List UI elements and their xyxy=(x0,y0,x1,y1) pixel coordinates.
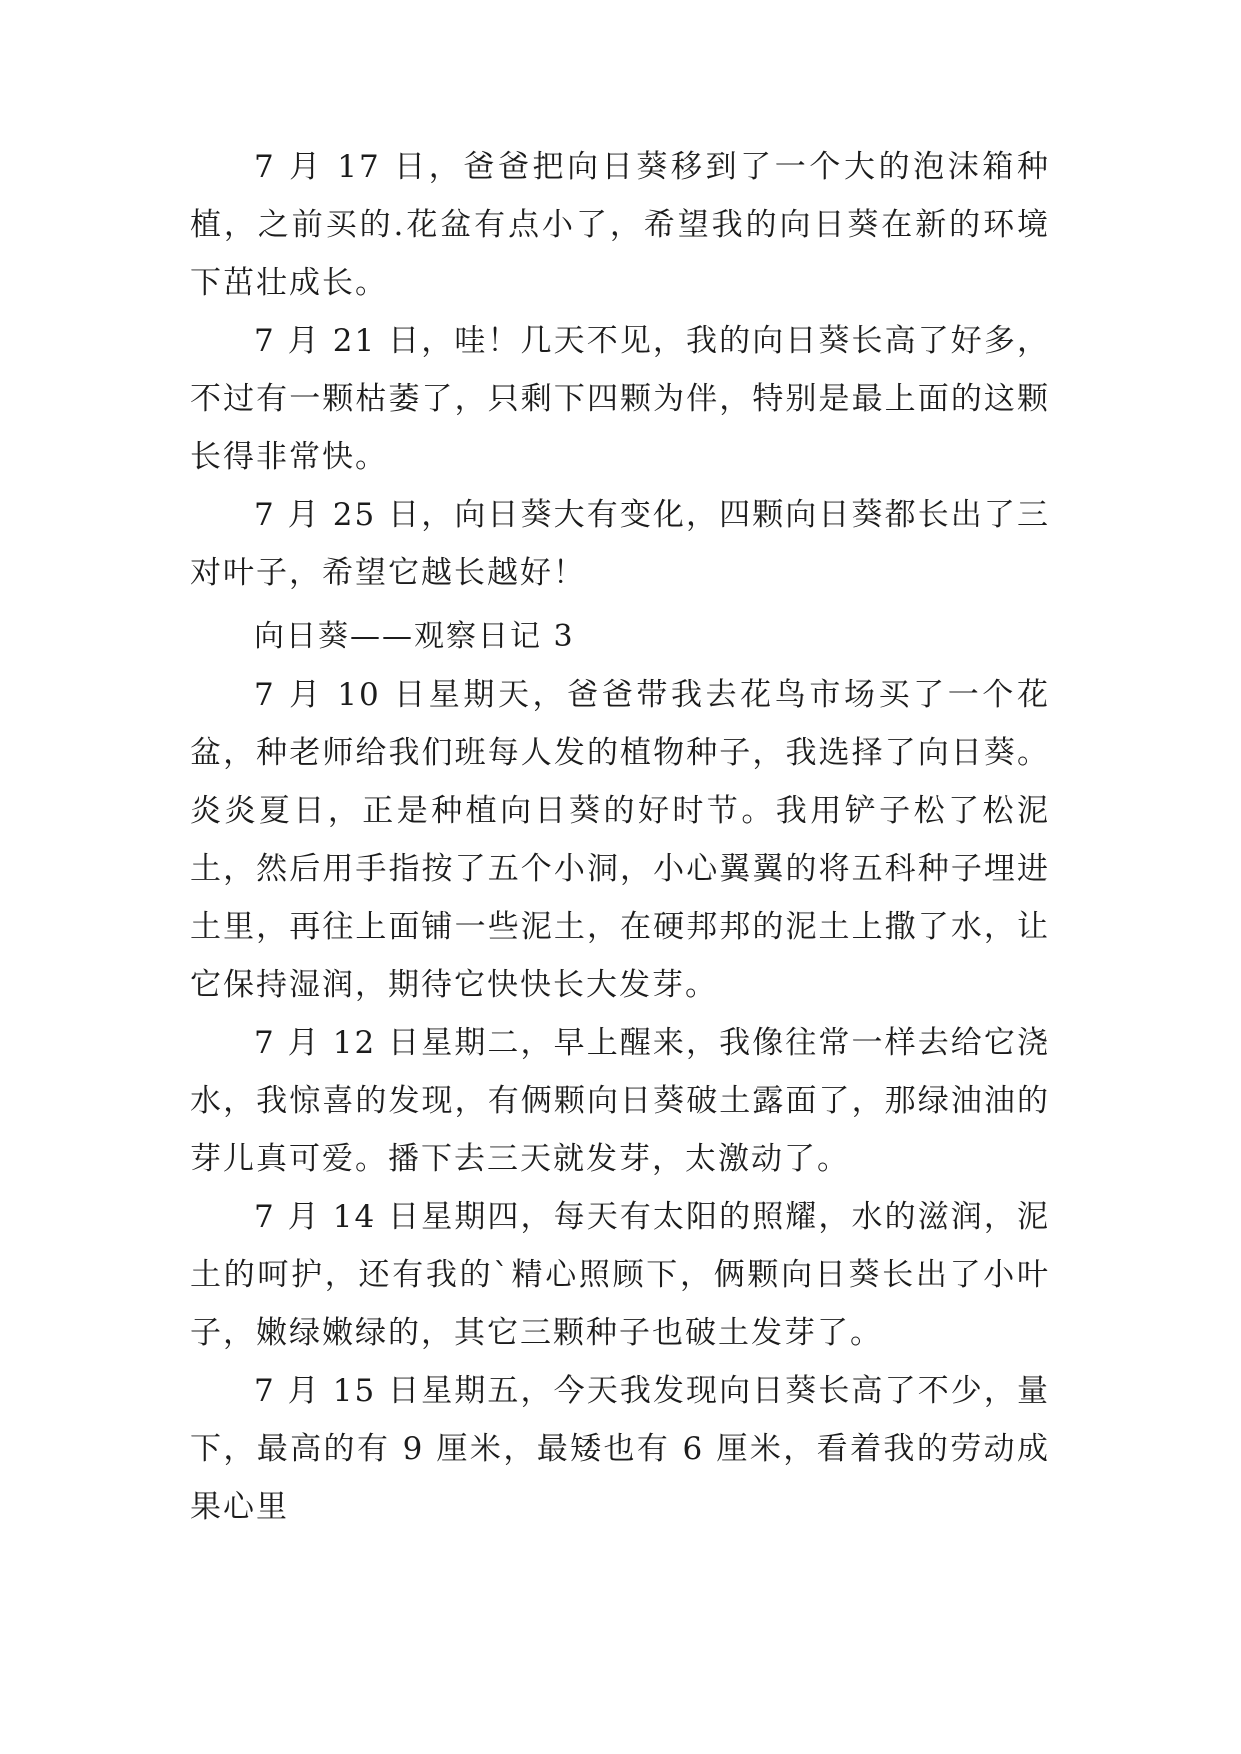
diary-paragraph: 7 月 15 日星期五，今天我发现向日葵长高了不少，量下，最高的有 9 厘米，最矮也有 6 厘米，看着我的劳动成果心里 xyxy=(190,1373,1050,1525)
diary-section-1 xyxy=(190,138,1050,602)
diary-paragraph: 7 月 17 日，爸爸把向日葵移到了一个大的泡沫箱种植，之前买的.花盆有点小了，希望我的向日葵在新的环境下茁壮成长。 xyxy=(190,149,1050,301)
diary-paragraph: 7 月 25 日，向日葵大有变化，四颗向日葵都长出了三对叶子，希望它越长越好！ xyxy=(190,497,1050,591)
section-heading: 向日葵——观察日记 3 xyxy=(254,619,575,654)
diary-paragraph: 7 月 10 日星期天，爸爸带我去花鸟市场买了一个花盆，种老师给我们班每人发的植物种子，我选择了向日葵。炎炎夏日，正是种植向日葵的好时节。我用铲子松了松泥土，然后用手指按了五个小洞，小心翼翼的将五科种子埋进土里，再往上面铺一些泥土，在硬邦邦的泥土上撒了水，让它保持湿润，期待它快快长大发芽。 xyxy=(190,677,1050,1003)
diary-paragraph: 7 月 12 日星期二，早上醒来，我像往常一样去给它浇水，我惊喜的发现，有俩颗向日葵破土露面了，那绿油油的芽儿真可爱。播下去三天就发芽，太激动了。 xyxy=(190,1025,1050,1177)
diary-paragraph: 7 月 14 日星期四，每天有太阳的照耀，水的滋润，泥土的呵护，还有我的`精心照顾下，俩颗向日葵长出了小叶子，嫩绿嫩绿的，其它三颗种子也破土发芽了。 xyxy=(190,1199,1050,1351)
diary-paragraph: 7 月 21 日，哇！几天不见，我的向日葵长高了好多，不过有一颗枯萎了，只剩下四颗为伴，特别是最上面的这颗长得非常快。 xyxy=(190,323,1050,475)
diary-section-2 xyxy=(190,608,1050,1536)
